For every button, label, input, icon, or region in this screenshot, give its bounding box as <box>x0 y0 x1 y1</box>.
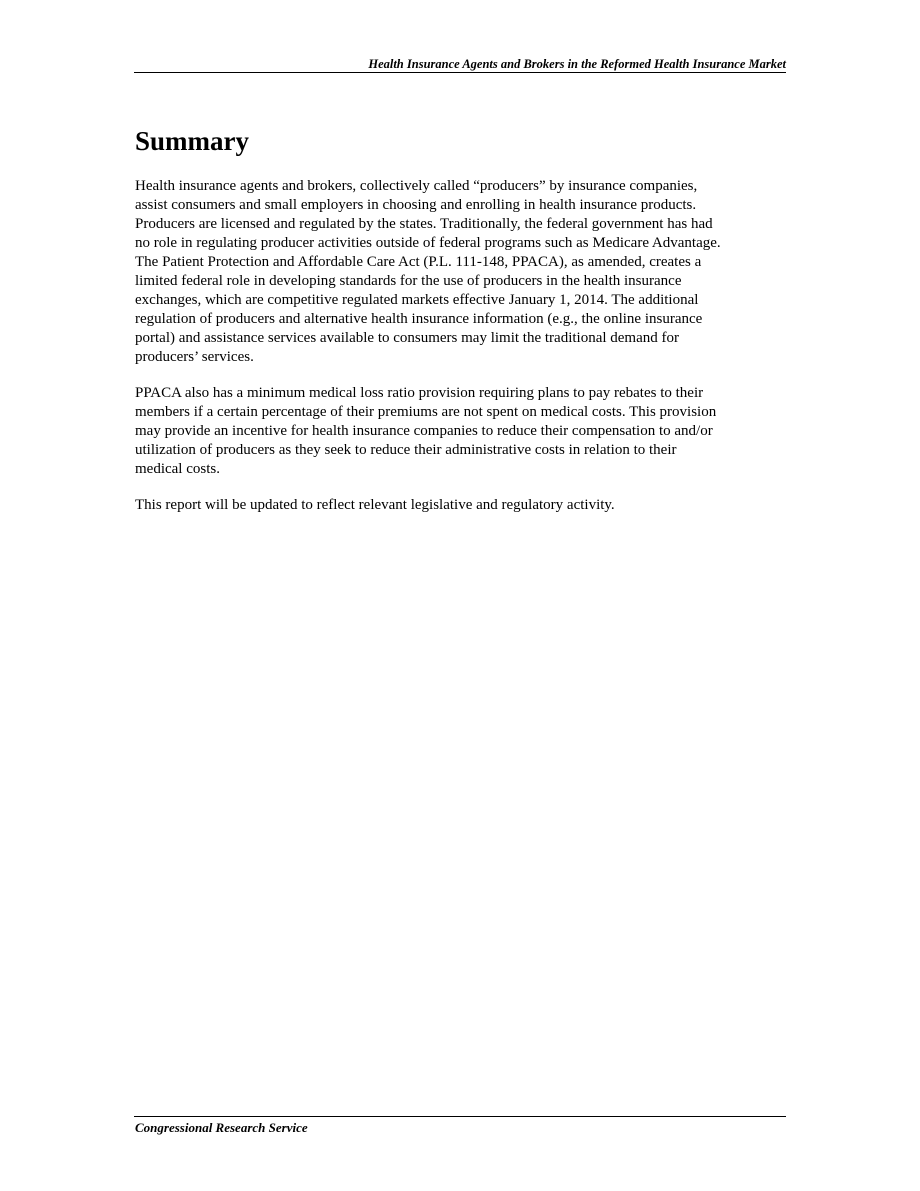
text-line: exchanges, which are competitive regulated markets effective January 1, 2014. The additional <box>135 292 699 308</box>
summary-body <box>135 177 783 532</box>
text-line: medical costs. <box>135 461 220 477</box>
running-header: Health Insurance Agents and Brokers in the Reformed Health Insurance Market <box>368 57 786 71</box>
text-line: may provide an incentive for health insurance companies to reduce their compensation to and/or <box>135 423 713 439</box>
paragraph-1 <box>135 177 783 367</box>
text-line: limited federal role in developing standards for the use of producers in the health insurance <box>135 273 682 289</box>
text-line: assist consumers and small employers in choosing and enrolling in health insurance products. <box>135 197 697 213</box>
text-line: The Patient Protection and Affordable Care Act (P.L. 111-148, PPACA), as amended, creates a <box>135 254 702 270</box>
page-title: Summary <box>135 126 249 156</box>
text-line: producers’ services. <box>135 349 254 365</box>
footer-rule <box>134 1116 786 1117</box>
text-line: Producers are licensed and regulated by the states. Traditionally, the federal government has had <box>135 216 713 232</box>
text-line: regulation of producers and alternative health insurance information (e.g., the online insurance <box>135 311 703 327</box>
footer-organization: Congressional Research Service <box>135 1120 308 1135</box>
paragraph-2 <box>135 384 783 479</box>
paragraph-3 <box>135 496 783 515</box>
text-line: utilization of producers as they seek to reduce their administrative costs in relation to their <box>135 442 677 458</box>
text-line: portal) and assistance services available to consumers may limit the traditional demand for <box>135 330 679 346</box>
header-rule <box>134 72 786 73</box>
text-line: This report will be updated to reflect relevant legislative and regulatory activity. <box>135 497 615 513</box>
text-line: members if a certain percentage of their premiums are not spent on medical costs. This provision <box>135 404 717 420</box>
text-line: Health insurance agents and brokers, collectively called “producers” by insurance companies, <box>135 178 698 194</box>
text-line: PPACA also has a minimum medical loss ratio provision requiring plans to pay rebates to their <box>135 385 704 401</box>
text-line: no role in regulating producer activities outside of federal programs such as Medicare Advantage. <box>135 235 721 251</box>
